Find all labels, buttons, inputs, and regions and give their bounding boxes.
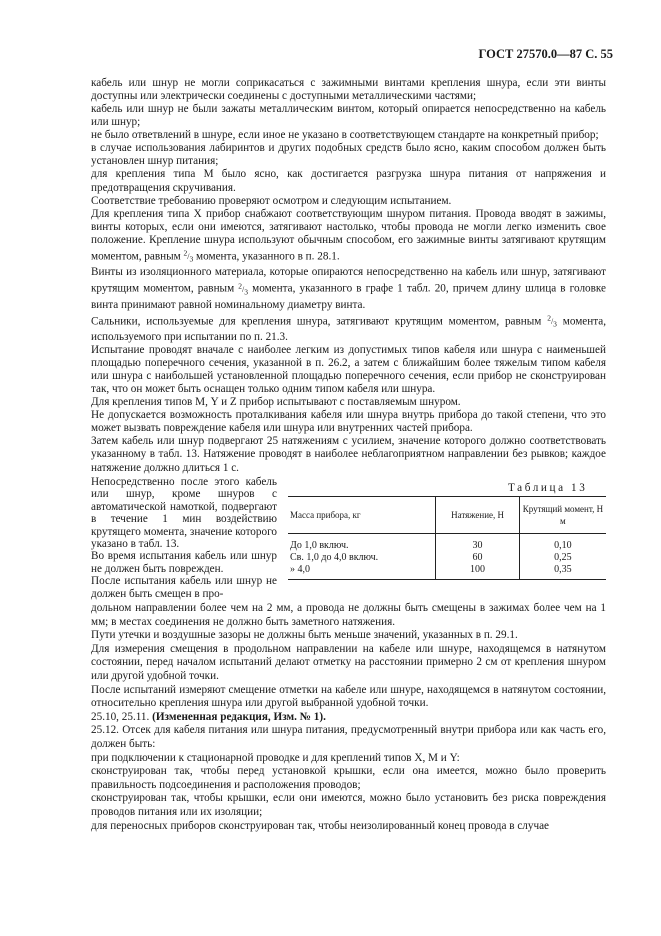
table-row: [288, 552, 606, 564]
paragraph: в случае использования лабиринтов и других подобных средств было ясно, каким способом должен быть установлен шнур питания;: [91, 142, 606, 168]
fraction-den: 3: [189, 255, 194, 265]
table-row: [288, 534, 606, 553]
table-header-cell: Масса прибора, кг: [288, 497, 436, 534]
paragraph-part: момента, указанного в п. 28.1.: [196, 250, 340, 263]
paragraph: сконструирован так, чтобы перед установкой крышки, если она имеется, можно было проверить правильность подсоединения и расположения проводов;: [91, 765, 606, 791]
paragraph: [91, 312, 606, 344]
table-cell: 0,25: [519, 552, 606, 564]
paragraph: для переносных приборов сконструирован так, чтобы неизолированный конец провода в случае: [91, 819, 550, 832]
clause-number: 25.10, 25.11.: [91, 710, 150, 723]
fraction: $^2/_3$: [183, 248, 194, 265]
paragraph-part: Для крепления типа X прибор снабжают соответствующим шнуром питания. Провода вводят в зажимы, винты которых, если они имеются, затягивают настолько, чтобы провода не могли легко изменить свое положение. Крепление шнура используют обычным способом, его зажимные винты затягивают крутящим моментом, равным: [91, 207, 606, 263]
main-text-lower: [91, 602, 606, 833]
table-header-cell: Крутящий момент, Н м: [519, 497, 606, 534]
table-cell: 0,35: [519, 564, 606, 580]
paragraph-part: момента, используемого при испытании по п. 21.3.: [91, 315, 607, 343]
paragraph: Для измерения смещения в продольном направлении на кабеле или шнуре, находящемся в натянутом состоянии, перед началом испытаний делают отметку на расстоянии примерно 2 см от крепления шнуром или другой удобной точки.: [91, 642, 606, 682]
amendment-note: (Измененная редакция, Изм. № 1).: [152, 710, 326, 723]
table-cell: 60: [436, 552, 520, 564]
table-cell: 100: [436, 564, 520, 580]
paragraph: кабель или шнур не были зажаты металлическим винтом, который опирается непосредственно на кабель или шнур;: [91, 103, 606, 129]
table-cell: Св. 1,0 до 4,0 включ.: [290, 552, 379, 563]
main-text-upper: [91, 77, 606, 475]
paragraph: После испытаний измеряют смещение отметки на кабеле или шнуре, находящемся в натянутом состоянии, относительно крепления шнура или другой выбранной удобной точки.: [91, 683, 606, 710]
fraction-den: 3: [553, 319, 557, 329]
table-cell: » 4,0: [288, 564, 436, 580]
table-title: Таблица 13: [508, 482, 588, 494]
paragraph: сконструирован так, чтобы крышки, если они имеются, можно было установить без риска повреждения проводов питания или их изоляции;: [91, 792, 606, 818]
paragraph: Во время испытания кабель или шнур не должен быть поврежден.: [91, 550, 277, 575]
paragraph: Испытание проводят вначале с наиболее легким из допустимых типов кабеля или шнура с наименьшей площадью поперечного сечения, указанной в п. 26.2, а затем с ближайшим более тяжелым типом кабеля или шнура с наибольшей установленной площадью поперечного сечения, если прибор не сконструирован так, что он может быть оснащен только одним типом кабеля или шнура.: [91, 343, 606, 396]
table-cell: 0,10: [519, 534, 606, 553]
paragraph-part: Сальники, используемые для крепления шнура, затягивают крутящим моментом, равным: [91, 315, 542, 328]
table-row: [288, 564, 606, 580]
fraction-den: 3: [244, 287, 249, 297]
side-column-text: [91, 476, 277, 600]
paragraph: Затем кабель или шнур подвергают 25 натяжениям с усилием, значение которого должно соответствовать указанному в табл. 13. Натяжение проводят в наиболее неблагоприятном направлении без рывков; каждое натяжение должно длиться 1 с.: [91, 435, 606, 474]
paragraph: не было ответвлений в шнуре, если иное не указано в соответствующем стандарте на конкретный прибор;: [91, 129, 599, 142]
paragraph: Не допускается возможность проталкивания кабеля или шнура внутрь прибора до такой степени, что это может вызвать повреждение кабеля или шнура или внутренних частей прибора.: [91, 409, 606, 435]
table-cell: 30: [436, 534, 520, 553]
paragraph: дольном направлении более чем на 2 мм, а провода не должны быть смещены в зажимах более чем на 1 мм; в местах соединения не должно быть заметного натяжения.: [91, 602, 606, 628]
paragraph: Для крепления типов М, Y и Z прибор испытывают с поставляемым шнуром.: [91, 396, 461, 409]
paragraph-part: Винты из изоляционного материала, которые опираются непосредственно на кабель или шнур, затягивают крутящим моментом, равным: [91, 266, 606, 295]
table-header-cell: Натяжение, Н: [436, 497, 520, 534]
table-cell: До 1,0 включ.: [290, 540, 349, 551]
paragraph: [91, 711, 606, 725]
paragraph: 25.12. Отсек для кабеля питания или шнура питания, предусмотренный внутри прибора или как часть его, должен быть:: [91, 724, 606, 750]
page-header: ГОСТ 27570.0—87 С. 55: [478, 47, 613, 61]
fraction-num: 2: [547, 313, 551, 323]
paragraph: при подключении к стационарной проводке и для креплений типов X, M и Y:: [91, 751, 460, 764]
fraction-num: 2: [183, 248, 188, 258]
fraction-num: 2: [238, 281, 243, 291]
paragraph: Пути утечки и воздушные зазоры не должны быть меньше значений, указанных в п. 29.1.: [91, 629, 518, 642]
paragraph: [91, 208, 606, 267]
paragraph: Соответствие требованию проверяют осмотром и следующим испытанием.: [91, 194, 452, 207]
paragraph: Непосредственно после этого кабель или шнур, кроме шнуров с автоматической намоткой, подвергают в течение 1 мин воздействию крутящего момента, значение которого указано в табл. 13.: [91, 476, 277, 551]
paragraph: для крепления типа М было ясно, как достигается разгрузка шнура питания от напряжения и предотвращения скручивания.: [91, 168, 606, 194]
paragraph: После испытания кабель или шнур не должен быть смещен в про-: [91, 575, 277, 600]
paragraph: [91, 266, 606, 311]
fraction: $^2/_3$: [547, 313, 557, 329]
fraction: $^2/_3$: [238, 281, 249, 297]
table-13: [288, 496, 606, 580]
paragraph-part: момента, указанного в графе 1 табл. 20, причем длину шлица в головке винта принимают равной номинальному диаметру винта.: [91, 282, 607, 311]
paragraph: кабель или шнур не могли соприкасаться с зажимными винтами крепления шнура, если эти винты доступны или электрически соединены с доступными металлическими частями;: [91, 77, 606, 103]
table-header-row: [288, 497, 606, 534]
